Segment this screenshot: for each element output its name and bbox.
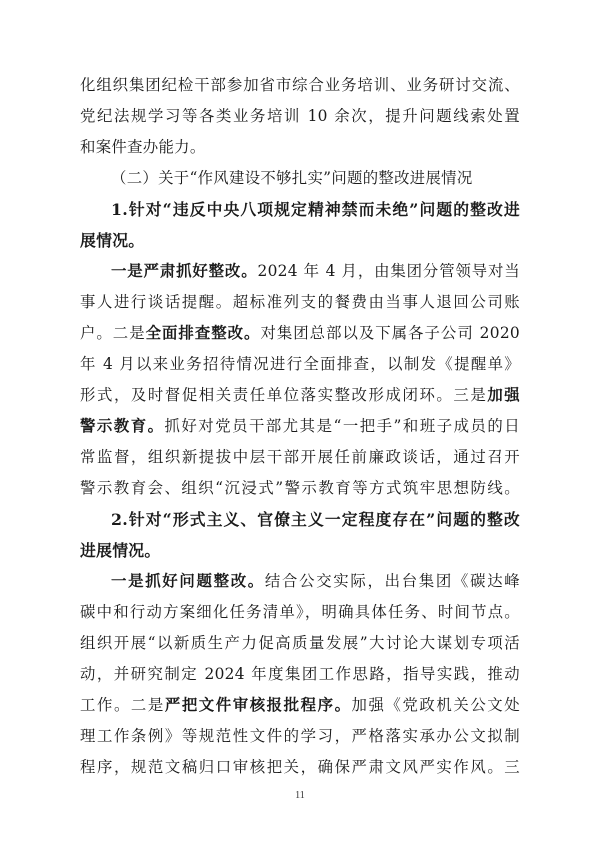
text-segment: 进展情况。 bbox=[80, 541, 161, 560]
text-line bbox=[80, 380, 520, 411]
text-segment: 加强《党政机关公文处 bbox=[351, 696, 520, 714]
text-line bbox=[80, 473, 520, 504]
text-line bbox=[80, 566, 520, 597]
text-segment: 2024 年 4 月，由集团分管领导对当 bbox=[257, 262, 520, 280]
text-segment: 1.针对“违反中央八项规定精神禁而未绝”问题的整改进 bbox=[111, 200, 520, 219]
text-line bbox=[80, 690, 520, 721]
text-segment: 户。二是 bbox=[80, 324, 146, 342]
text-segment: 化组织集团纪检干部参加省市综合业务培训、业务研讨交流、 bbox=[80, 76, 520, 94]
text-line bbox=[80, 752, 520, 783]
text-segment: 程序，规范文稿归口审核把关，确保严肃文风严实作风。三 bbox=[80, 758, 520, 776]
text-line bbox=[80, 132, 520, 163]
text-segment: 党纪法规学习等各类业务培训 10 余次，提升问题线索处置 bbox=[80, 107, 520, 125]
text-segment: （二）关于“作风建设不够扎实”问题的整改进展情况 bbox=[111, 169, 473, 187]
text-line bbox=[80, 287, 520, 318]
text-line bbox=[80, 318, 520, 349]
subsection-heading-cont bbox=[80, 225, 520, 256]
text-line bbox=[80, 659, 520, 690]
bold-segment: 严把文件审核报批程序。 bbox=[164, 696, 352, 714]
section-heading bbox=[80, 163, 520, 194]
subsection-heading bbox=[80, 504, 520, 535]
document-body bbox=[80, 70, 520, 783]
page-number: 11 bbox=[295, 790, 305, 801]
text-line bbox=[80, 411, 520, 442]
bold-segment: 一是抓好问题整改。 bbox=[111, 572, 265, 590]
text-segment: 事人进行谈话提醒。超标准列支的餐费由当事人退回公司账 bbox=[80, 293, 520, 311]
text-segment: 和案件查办能力。 bbox=[80, 138, 206, 156]
subsection-heading-cont bbox=[80, 535, 520, 566]
text-segment: 动，并研究制定 2024 年度集团工作思路，指导实践，推动 bbox=[80, 665, 520, 683]
text-segment: 常监督，组织新提拔中层干部开展任前廉政谈话，通过召开 bbox=[80, 448, 520, 466]
bold-segment: 警示教育。 bbox=[80, 417, 165, 435]
text-line bbox=[80, 628, 520, 659]
text-segment: 2.针对“形式主义、官僚主义一定程度存在”问题的整改 bbox=[111, 510, 520, 529]
text-segment: 年 4 月以来业务招待情况进行全面排查，以制发《提醒单》 bbox=[80, 355, 520, 373]
subsection-heading bbox=[80, 194, 520, 225]
bold-segment: 加强 bbox=[487, 386, 520, 404]
bold-segment: 全面排查整改。 bbox=[145, 324, 261, 342]
text-segment: 碳中和行动方案细化任务清单》，明确具体任务、时间节点。 bbox=[80, 603, 520, 621]
text-segment: 抓好对党员干部尤其是“一把手”和班子成员的日 bbox=[164, 417, 520, 435]
text-line bbox=[80, 721, 520, 752]
text-line bbox=[80, 101, 520, 132]
text-segment: 组织开展“以新质生产力促高质量发展”大讨论大谋划专项活 bbox=[80, 634, 520, 652]
text-line bbox=[80, 597, 520, 628]
text-segment: 结合公交实际，出台集团《碳达峰 bbox=[264, 572, 520, 590]
text-line bbox=[80, 442, 520, 473]
text-segment: 工作。二是 bbox=[80, 696, 165, 714]
text-line bbox=[80, 70, 520, 101]
bold-segment: 一是严肃抓好整改。 bbox=[111, 262, 258, 280]
text-segment: 理工作条例》等规范性文件的学习，严格落实承办公文拟制 bbox=[80, 727, 520, 745]
text-segment: 对集团总部以及下属各子公司 2020 bbox=[260, 324, 520, 342]
text-segment: 形式，及时督促相关责任单位落实整改形成闭环。三是 bbox=[80, 386, 488, 404]
text-segment: 警示教育会、组织“沉浸式”警示教育等方式筑牢思想防线。 bbox=[80, 479, 520, 497]
text-line bbox=[80, 256, 520, 287]
text-line bbox=[80, 349, 520, 380]
text-segment: 展情况。 bbox=[80, 231, 145, 250]
